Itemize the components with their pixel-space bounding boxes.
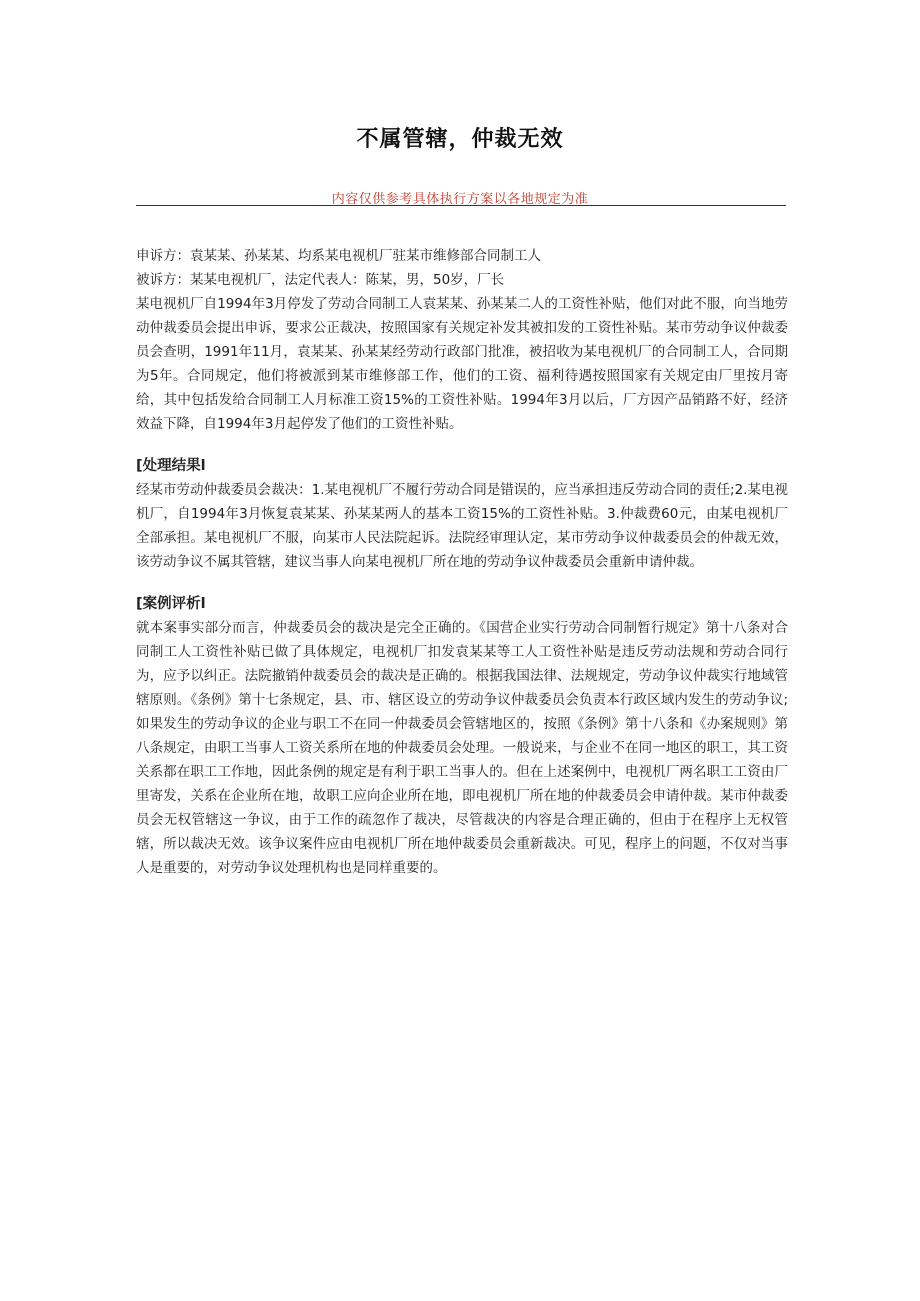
complainant-line: 申诉方：袁某某、孙某某、均系某电视机厂驻某市维修部合同制工人 <box>136 248 541 264</box>
respondent-line: 被诉方：某某电视机厂，法定代表人：陈某，男，50岁，厂长 <box>136 272 505 288</box>
analysis-paragraph: 就本案事实部分而言，仲裁委员会的裁决是完全正确的。《国营企业实行劳动合同制暂行规定》第十八条对合同制工人工资性补贴已做了具体规定，电视机厂扣发袁某某等工人工资性补贴是违反劳动法规和劳动合同行为，应予以纠正。法院撤销仲裁委员会的裁决是正确的。根据我国法律、法规规定，劳动争议仲裁实行地域管辖原则。《条例》第十七条规定，县、市、辖区设立的劳动争议仲裁委员会负责本行政区域内发生的劳动争议;如果发生的劳动争议的企业与职工不在同一仲裁委员会管辖地区的，按照《条例》第十八条和《办案规则》第八条规定，由职工当事人工资关系所在地的仲裁委员会处理。一般说来，与企业不在同一地区的职工，其工资关系都在职工工作地，因此条例的规定是有利于职工当事人的。但在上述案例中，电视机厂两名职工工资由厂里寄发，关系在企业所在地，故职工应向企业所在地，即电视机厂所在地的仲裁委员会申请仲裁。某市仲裁委员会无权管辖这一争议，由于工作的疏忽作了裁决，尽管裁决的内容是合理正确的，但由于在程序上无权管辖，所以裁决无效。该争议案件应由电视机厂所在地仲裁委员会重新裁决。可见，程序上的问题，不仅对当事人是重要的，对劳动争议处理机构也是同样重要的。 <box>136 620 788 876</box>
document-body <box>136 244 788 880</box>
document-subtitle: 内容仅供参考具体执行方案以各地规定为准 <box>331 192 589 207</box>
document-title: 不属管辖，仲裁无效 <box>356 127 564 152</box>
result-heading: [处理结果l <box>136 458 206 474</box>
analysis-heading: [案例评析l <box>136 596 206 612</box>
facts-paragraph: 某电视机厂自1994年3月停发了劳动合同制工人袁某某、孙某某二人的工资性补贴，他们对此不服，向当地劳动仲裁委员会提出申诉，要求公正裁决，按照国家有关规定补发其被扣发的工资性补贴。某市劳动争议仲裁委员会查明，1991年11月，袁某某、孙某某经劳动行政部门批准，被招收为某电视机厂的合同制工人，合同期为5年。合同规定，他们将被派到某市维修部工作，他们的工资、福利待遇按照国家有关规定由厂里按月寄给，其中包括发给合同制工人月标准工资15%的工资性补贴。1994年3月以后，厂方因产品销路不好，经济效益下降，自1994年3月起停发了他们的工资性补贴。 <box>136 296 788 432</box>
result-paragraph: 经某市劳动仲裁委员会裁决：1.某电视机厂不履行劳动合同是错误的，应当承担违反劳动合同的责任;2.某电视机厂，自1994年3月恢复袁某某、孙某某两人的基本工资15%的工资性补贴。3.仲裁费60元，由某电视机厂全部承担。某电视机厂不服，向某市人民法院起诉。法院经审理认定，某市劳动争议仲裁委员会的仲裁无效，该劳动争议不属其管辖，建议当事人向某电视机厂所在地的劳动争议仲裁委员会重新申请仲裁。 <box>136 482 788 570</box>
header-divider <box>136 205 786 206</box>
